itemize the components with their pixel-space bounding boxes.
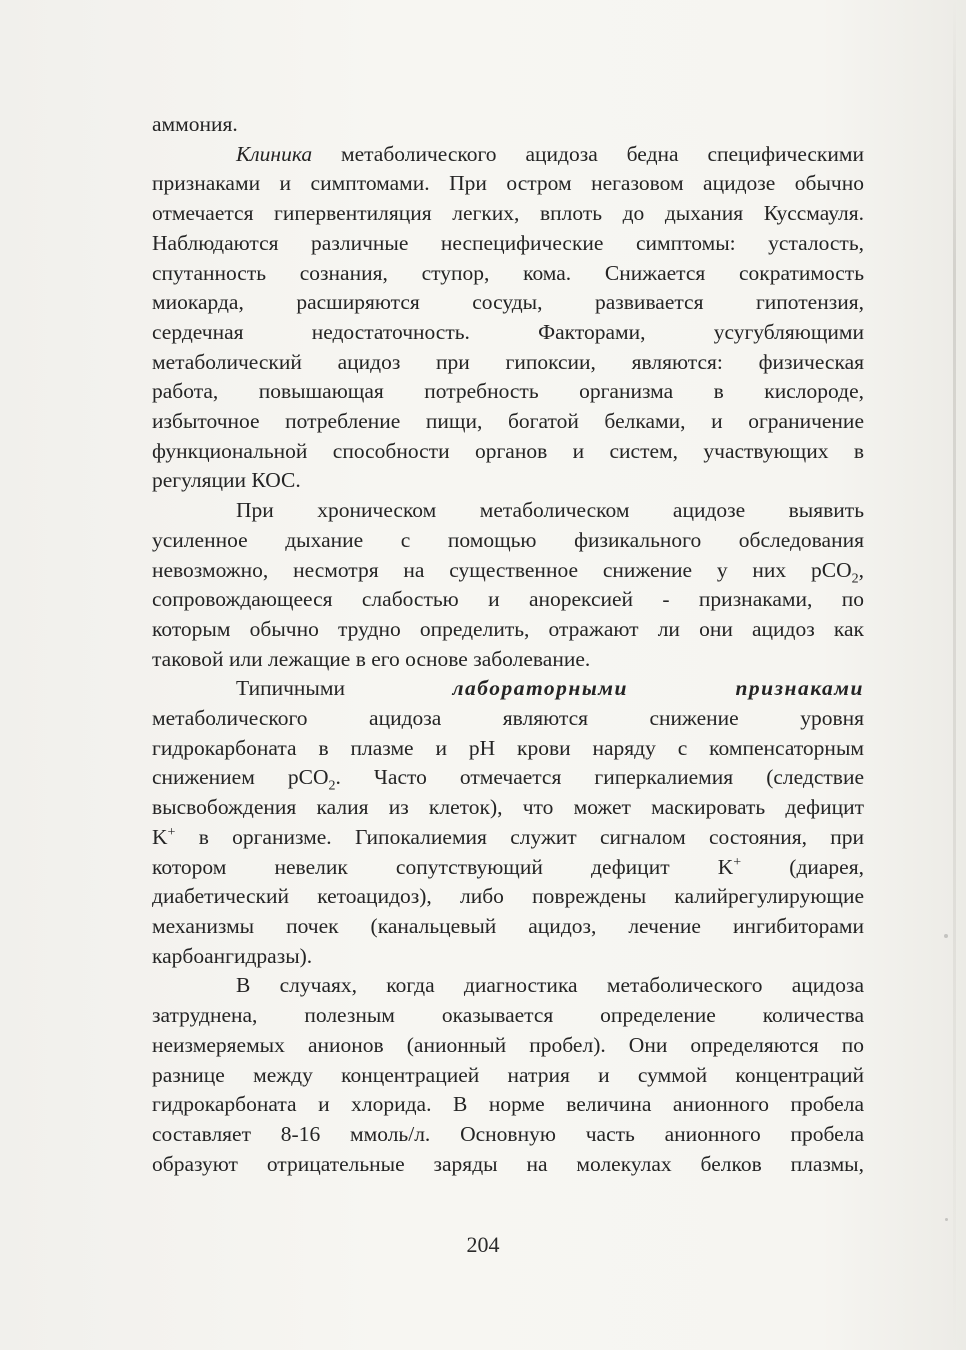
text-line: диабетический кетоацидоз), либо повреждены калийрегулирующие xyxy=(152,884,864,909)
text-run: Типичными xyxy=(236,676,453,701)
text-line: метаболического ацидоза являются снижение уровня xyxy=(152,706,864,731)
text-line: неизмеряемых анионов (анионный пробел). Они определяются по xyxy=(152,1032,864,1057)
text-line xyxy=(152,140,864,170)
text-line: гидрокарбоната в плазме и pH крови наряду с компенсаторным xyxy=(152,735,864,760)
body-text xyxy=(152,110,864,1179)
text-line xyxy=(152,823,864,853)
text-run: + xyxy=(733,854,742,870)
page-edge-shadow xyxy=(953,0,956,1350)
text-line xyxy=(152,853,864,883)
text-run: (диарея, xyxy=(741,854,864,879)
text-line: разнице между концентрацией натрия и суммой концентраций xyxy=(152,1062,864,1087)
text-line: миокарда, расширяются сосуды, развивается гипотензия, xyxy=(152,290,864,315)
text-line xyxy=(152,674,864,704)
page-number: 204 xyxy=(466,1232,500,1257)
text-line: функциональной способности органов и систем, участвующих в xyxy=(152,438,864,463)
text-line: отмечается гипервентиляция легких, вплоть до дыхания Куссмауля. xyxy=(152,201,864,226)
scan-speck xyxy=(944,934,948,938)
text-run: лабораторными xyxy=(452,676,628,701)
text-line: регуляции КОС. xyxy=(152,468,301,493)
text-run xyxy=(628,676,736,700)
text-run: . Часто отмечается гиперкалиемия (следствие xyxy=(335,765,864,790)
text-line: гидрокарбоната и хлорида. В норме величина анионного пробела xyxy=(152,1092,864,1117)
text-line xyxy=(152,556,864,586)
text-line xyxy=(152,763,864,793)
text-line: механизмы почек (канальцевый ацидоз, лечение ингибиторами xyxy=(152,913,864,938)
text-line: усиленное дыхание с помощью физикального обследования xyxy=(152,527,864,552)
text-run: 2 xyxy=(851,570,859,586)
text-run: в организме. Гипокалиемия служит сигналом состояния, при xyxy=(175,824,864,849)
text-run: котором невелик сопутствующий дефицит K xyxy=(152,854,734,879)
text-run: 2 xyxy=(328,778,336,794)
text-line: работа, повышающая потребность организма в кислороде, xyxy=(152,379,864,404)
text-run: Клиника xyxy=(236,141,313,166)
text-line: высвобождения калия из клеток), что может маскировать дефицит xyxy=(152,795,864,820)
text-line: Наблюдаются различные неспецифические симптомы: усталость, xyxy=(152,230,864,255)
text-line: сопровождающееся слабостью и анорексией - признаками, по xyxy=(152,587,864,612)
text-line: затруднена, полезным оказывается определение количества xyxy=(152,1003,864,1028)
text-run: признаками xyxy=(735,676,864,701)
text-run: снижением pCO xyxy=(152,765,329,790)
text-line: метаболический ацидоз при гипоксии, являются: физическая xyxy=(152,349,864,374)
text-run: невозможно, несмотря на существенное снижение у них pCO xyxy=(152,557,852,582)
text-line: составляет 8-16 ммоль/л. Основную часть анионного пробела xyxy=(152,1121,864,1146)
text-line: При хроническом метаболическом ацидозе выявить xyxy=(236,498,864,523)
text-line: спутанность сознания, ступор, кома. Снижается сократимость xyxy=(152,260,864,285)
text-line: избыточное потребление пищи, богатой белками, и ограничение xyxy=(152,409,864,434)
text-line: аммония. xyxy=(152,112,238,136)
text-line: которым обычно трудно определить, отражают ли они ацидоз как xyxy=(152,616,864,641)
text-line: образуют отрицательные заряды на молекулах белков плазмы, xyxy=(152,1151,864,1176)
text-run: + xyxy=(167,824,176,840)
text-run: метаболического ацидоза бедна специфическими xyxy=(312,141,864,166)
text-line: В случаях, когда диагностика метаболического ацидоза xyxy=(236,973,864,998)
text-line: признаками и симптомами. При остром негазовом ацидозе обычно xyxy=(152,171,864,196)
text-line: сердечная недостаточность. Факторами, усугубляющими xyxy=(152,319,864,344)
text-line: таковой или лежащие в его основе заболевание. xyxy=(152,646,591,671)
text-run: , xyxy=(858,557,864,582)
scan-speck xyxy=(945,1218,948,1221)
text-line: карбоангидразы). xyxy=(152,943,313,968)
text-run: K xyxy=(152,824,168,849)
